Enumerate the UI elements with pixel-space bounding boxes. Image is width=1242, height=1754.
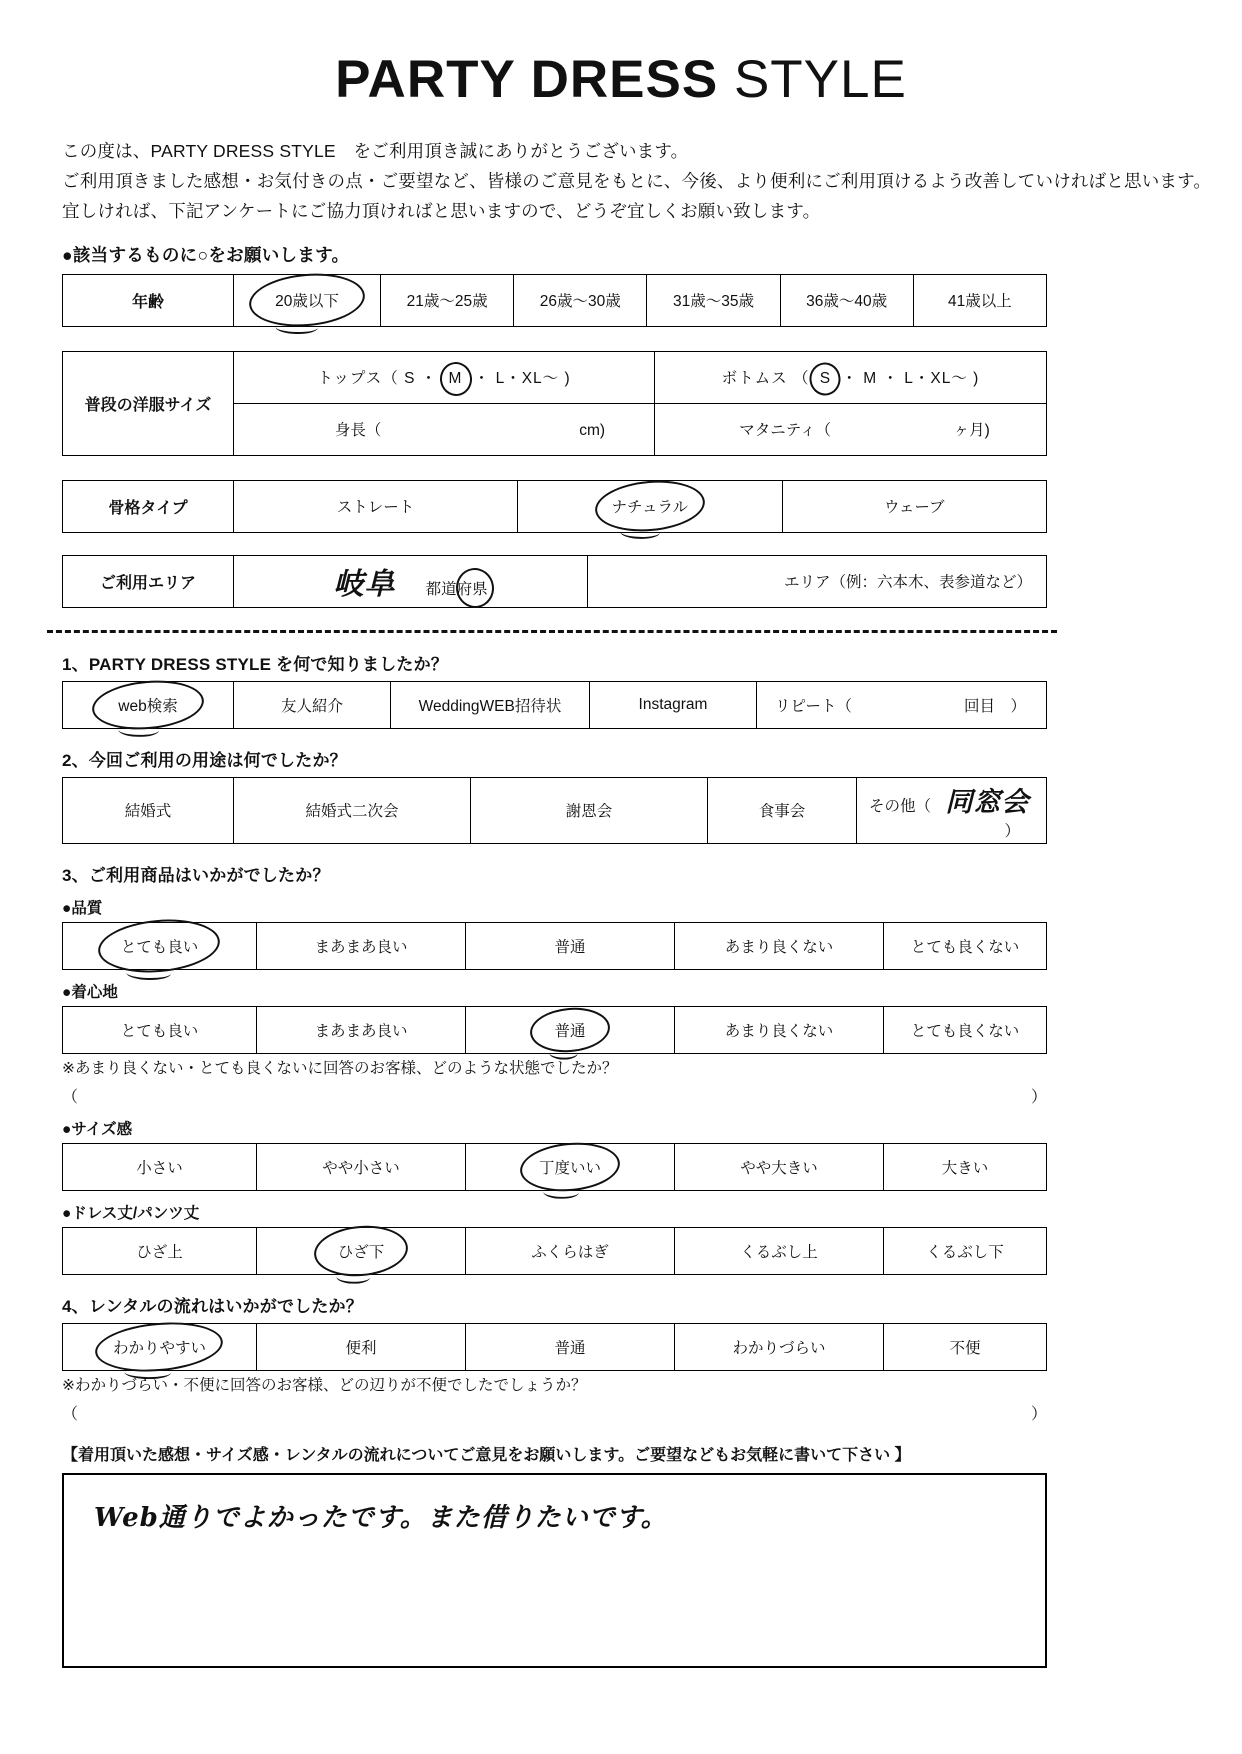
quality-option-0[interactable] xyxy=(63,922,257,969)
frame-option-1-label: ナチュラル xyxy=(611,499,689,517)
q3-fit-label: ●サイズ感 xyxy=(62,1120,133,1138)
q4-option-4[interactable]: 不便 xyxy=(884,1323,1047,1370)
length-option-1[interactable] xyxy=(257,1227,466,1274)
q4-option-0[interactable] xyxy=(63,1323,257,1370)
height-cell[interactable] xyxy=(234,403,655,455)
q3-quality-table xyxy=(62,922,1047,970)
length-option-4[interactable]: くるぶし下 xyxy=(884,1227,1047,1274)
length-option-1-label: ひざ下 xyxy=(337,1243,385,1261)
quality-option-0-label: とても良い xyxy=(120,938,199,956)
fit-option-2-label: 丁度いい xyxy=(538,1159,601,1177)
circled-answer xyxy=(611,495,688,517)
q2-title: 2、今回ご利用の用途は何でしたか？ xyxy=(62,750,347,770)
paren-open: （ xyxy=(62,1088,79,1106)
q4-option-0-label: わかりやすい xyxy=(112,1339,206,1357)
q2-option-1[interactable]: 結婚式二次会 xyxy=(234,777,471,843)
age-table xyxy=(62,274,1047,327)
length-option-2[interactable]: ふくらはぎ xyxy=(466,1227,675,1274)
age-option-2[interactable]: 26歳～30歳 xyxy=(514,274,647,326)
paren-close: ） xyxy=(1030,1088,1047,1106)
q3-comfort-table xyxy=(62,1006,1047,1054)
table-row xyxy=(63,777,1047,843)
bottoms-size-cell[interactable] xyxy=(655,351,1047,403)
table-row xyxy=(63,1006,1047,1053)
frame-option-0[interactable]: ストレート xyxy=(234,480,518,532)
area-hint[interactable]: エリア（例：六本木、表参道など） xyxy=(588,555,1047,607)
table-row xyxy=(63,480,1047,532)
tops-size-circled xyxy=(449,370,463,388)
q1-option-0-label: web検索 xyxy=(118,697,178,715)
brand-title-light: STYLE xyxy=(733,50,907,109)
circled-answer xyxy=(554,1019,585,1041)
clothing-size-table xyxy=(62,351,1047,456)
comfort-option-4[interactable]: とても良くない xyxy=(884,1006,1047,1053)
area-label: ご利用エリア xyxy=(63,555,234,607)
q2-other-cell[interactable] xyxy=(857,777,1047,843)
q3-length-label: ●ドレス丈/パンツ丈 xyxy=(62,1204,200,1222)
fit-option-3[interactable]: やや大きい xyxy=(675,1143,884,1190)
circled-answer xyxy=(113,1336,206,1358)
comfort-option-2[interactable] xyxy=(466,1006,675,1053)
q3-length-table xyxy=(62,1227,1047,1275)
prefecture-suffix-label: 都道府県 xyxy=(425,581,488,599)
tops-size-suffix: ・ L・XL～ ) xyxy=(473,370,571,388)
bottoms-size-prefix: ボトムス （ xyxy=(721,370,810,388)
q1-option-0[interactable] xyxy=(63,681,234,728)
q1-option-3[interactable]: Instagram xyxy=(590,681,757,728)
q1-title: 1、PARTY DRESS STYLE を何で知りましたか？ xyxy=(62,654,449,674)
comfort-option-2-label: 普通 xyxy=(554,1022,586,1040)
maternity-cell[interactable] xyxy=(655,403,1047,455)
q2-option-2[interactable]: 謝恩会 xyxy=(471,777,708,843)
table-row xyxy=(63,1227,1047,1274)
circled-answer xyxy=(118,694,177,716)
brand-title xyxy=(0,52,1242,108)
maternity-label: マタニティ（ xyxy=(739,422,832,440)
comment-handwritten: Web通りでよかったです。また借りたいです。 xyxy=(94,1502,668,1533)
q1-option-1[interactable]: 友人紹介 xyxy=(234,681,391,728)
q4-note: ※わかりづらい・不便に回答のお客様、どの辺りが不便でしたでしょうか？ xyxy=(62,1376,587,1394)
q1-option-4[interactable] xyxy=(757,681,1047,728)
age-option-0-label: 20歳以下 xyxy=(275,293,339,311)
prefecture-cell[interactable] xyxy=(234,555,588,607)
length-option-0[interactable]: ひざ上 xyxy=(63,1227,257,1274)
length-option-3[interactable]: くるぶし上 xyxy=(675,1227,884,1274)
intro-line-1: この度は、PARTY DRESS STYLE をご利用頂き誠にありがとうございます。 xyxy=(62,140,689,161)
area-table xyxy=(62,555,1047,608)
quality-option-3[interactable]: あまり良くない xyxy=(675,922,884,969)
paren-open: （ xyxy=(62,1405,79,1423)
prefecture-suffix xyxy=(426,577,488,599)
tops-size-circled-label: M xyxy=(448,370,463,388)
q4-title: 4、レンタルの流れはいかがでしたか？ xyxy=(62,1296,363,1316)
q1-repeat-count: 回目 ） xyxy=(963,697,1026,715)
circled-answer xyxy=(275,289,339,311)
table-row xyxy=(63,922,1047,969)
q3-comfort-answer-line[interactable] xyxy=(62,1084,1047,1107)
table-row xyxy=(63,274,1047,326)
q2-option-3[interactable]: 食事会 xyxy=(708,777,857,843)
bottoms-size-circled-label: S xyxy=(819,370,832,388)
q2-other-close: ） xyxy=(1004,822,1020,840)
tops-size-cell[interactable] xyxy=(234,351,655,403)
fit-option-0[interactable]: 小さい xyxy=(63,1143,257,1190)
fit-option-2[interactable] xyxy=(466,1143,675,1190)
age-option-5[interactable]: 41歳以上 xyxy=(913,274,1046,326)
q4-option-2[interactable]: 普通 xyxy=(466,1323,675,1370)
frame-option-2[interactable]: ウェーブ xyxy=(782,480,1047,532)
q3-fit-table xyxy=(62,1143,1047,1191)
circled-answer xyxy=(539,1156,601,1178)
q3-quality-label: ●品質 xyxy=(62,899,103,917)
fit-option-1[interactable]: やや小さい xyxy=(257,1143,466,1190)
quality-option-1[interactable]: まあまあ良い xyxy=(257,922,466,969)
q4-table xyxy=(62,1323,1047,1371)
q4-option-1[interactable]: 便利 xyxy=(257,1323,466,1370)
table-row xyxy=(63,351,1047,403)
height-unit: cm) xyxy=(579,422,606,440)
frame-option-1[interactable] xyxy=(518,480,783,532)
age-option-3[interactable]: 31歳～35歳 xyxy=(647,274,780,326)
quality-option-2[interactable]: 普通 xyxy=(466,922,675,969)
circled-answer xyxy=(121,935,199,957)
bottoms-size-suffix: ・ M ・ L・XL～ ) xyxy=(841,370,980,388)
intro-paragraph xyxy=(62,136,1212,226)
intro-line-3: 宜しければ、下記アンケートにご協力頂ければと思いますので、どうぞ宜しくお願い致します。 xyxy=(62,200,821,221)
age-option-1[interactable]: 21歳～25歳 xyxy=(381,274,514,326)
q1-table xyxy=(62,681,1047,729)
circled-answer xyxy=(338,1240,385,1262)
frame-type-label: 骨格タイプ xyxy=(63,480,234,532)
height-label: 身長（ xyxy=(334,422,382,440)
prefecture-handwritten: 岐阜 xyxy=(333,567,396,603)
comfort-option-1[interactable]: まあまあ良い xyxy=(257,1006,466,1053)
instruction-label: ●該当するものに○をお願いします。 xyxy=(62,244,350,265)
tops-size-prefix: トップス（ S ・ xyxy=(317,370,438,388)
dashed-divider xyxy=(47,630,1057,633)
q3-comfort-label: ●着心地 xyxy=(62,983,118,1001)
q3-comfort-note: ※あまり良くない・とても良くないに回答のお客様、どのような状態でしたか？ xyxy=(62,1059,618,1077)
table-row xyxy=(63,555,1047,607)
q1-repeat-label: リピート（ xyxy=(775,697,852,715)
comment-title: 【着用頂いた感想・サイズ感・レンタルの流れについてご意見をお願いします。ご要望などもお気軽に書いて下さい 】 xyxy=(62,1446,911,1464)
fit-option-4[interactable]: 大きい xyxy=(884,1143,1047,1190)
table-row xyxy=(63,1143,1047,1190)
q4-answer-line[interactable] xyxy=(62,1401,1047,1424)
quality-option-4[interactable]: とても良くない xyxy=(884,922,1047,969)
comment-box[interactable] xyxy=(62,1473,1047,1668)
q2-other-label: その他（ xyxy=(869,797,932,815)
maternity-unit: ヶ月) xyxy=(953,422,990,440)
table-row xyxy=(63,1323,1047,1370)
page-header xyxy=(0,0,1242,114)
brand-title-bold: PARTY DRESS xyxy=(335,50,719,109)
intro-line-2: ご利用頂きました感想・お気付きの点・ご要望など、皆様のご意見をもとに、今後、より便利にご利用頂けるよう改善していければと思います。 xyxy=(62,170,1212,191)
q3-title: 3、ご利用商品はいかがでしたか？ xyxy=(62,865,330,885)
table-row xyxy=(63,681,1047,728)
comfort-option-0[interactable]: とても良い xyxy=(63,1006,257,1053)
q4-option-3[interactable]: わかりづらい xyxy=(675,1323,884,1370)
age-option-4[interactable]: 36歳～40歳 xyxy=(780,274,913,326)
comfort-option-3[interactable]: あまり良くない xyxy=(675,1006,884,1053)
q2-other-value: 同窓会 xyxy=(945,786,1030,818)
q2-option-0[interactable]: 結婚式 xyxy=(63,777,234,843)
q1-option-2[interactable]: WeddingWEB招待状 xyxy=(391,681,590,728)
age-label: 年齢 xyxy=(63,274,234,326)
clothing-size-label: 普段の洋服サイズ xyxy=(63,351,234,455)
paren-close: ） xyxy=(1030,1405,1047,1423)
q2-table xyxy=(62,777,1047,844)
frame-type-table xyxy=(62,480,1047,533)
age-option-0[interactable] xyxy=(234,274,381,326)
bottoms-size-circled xyxy=(820,370,831,388)
